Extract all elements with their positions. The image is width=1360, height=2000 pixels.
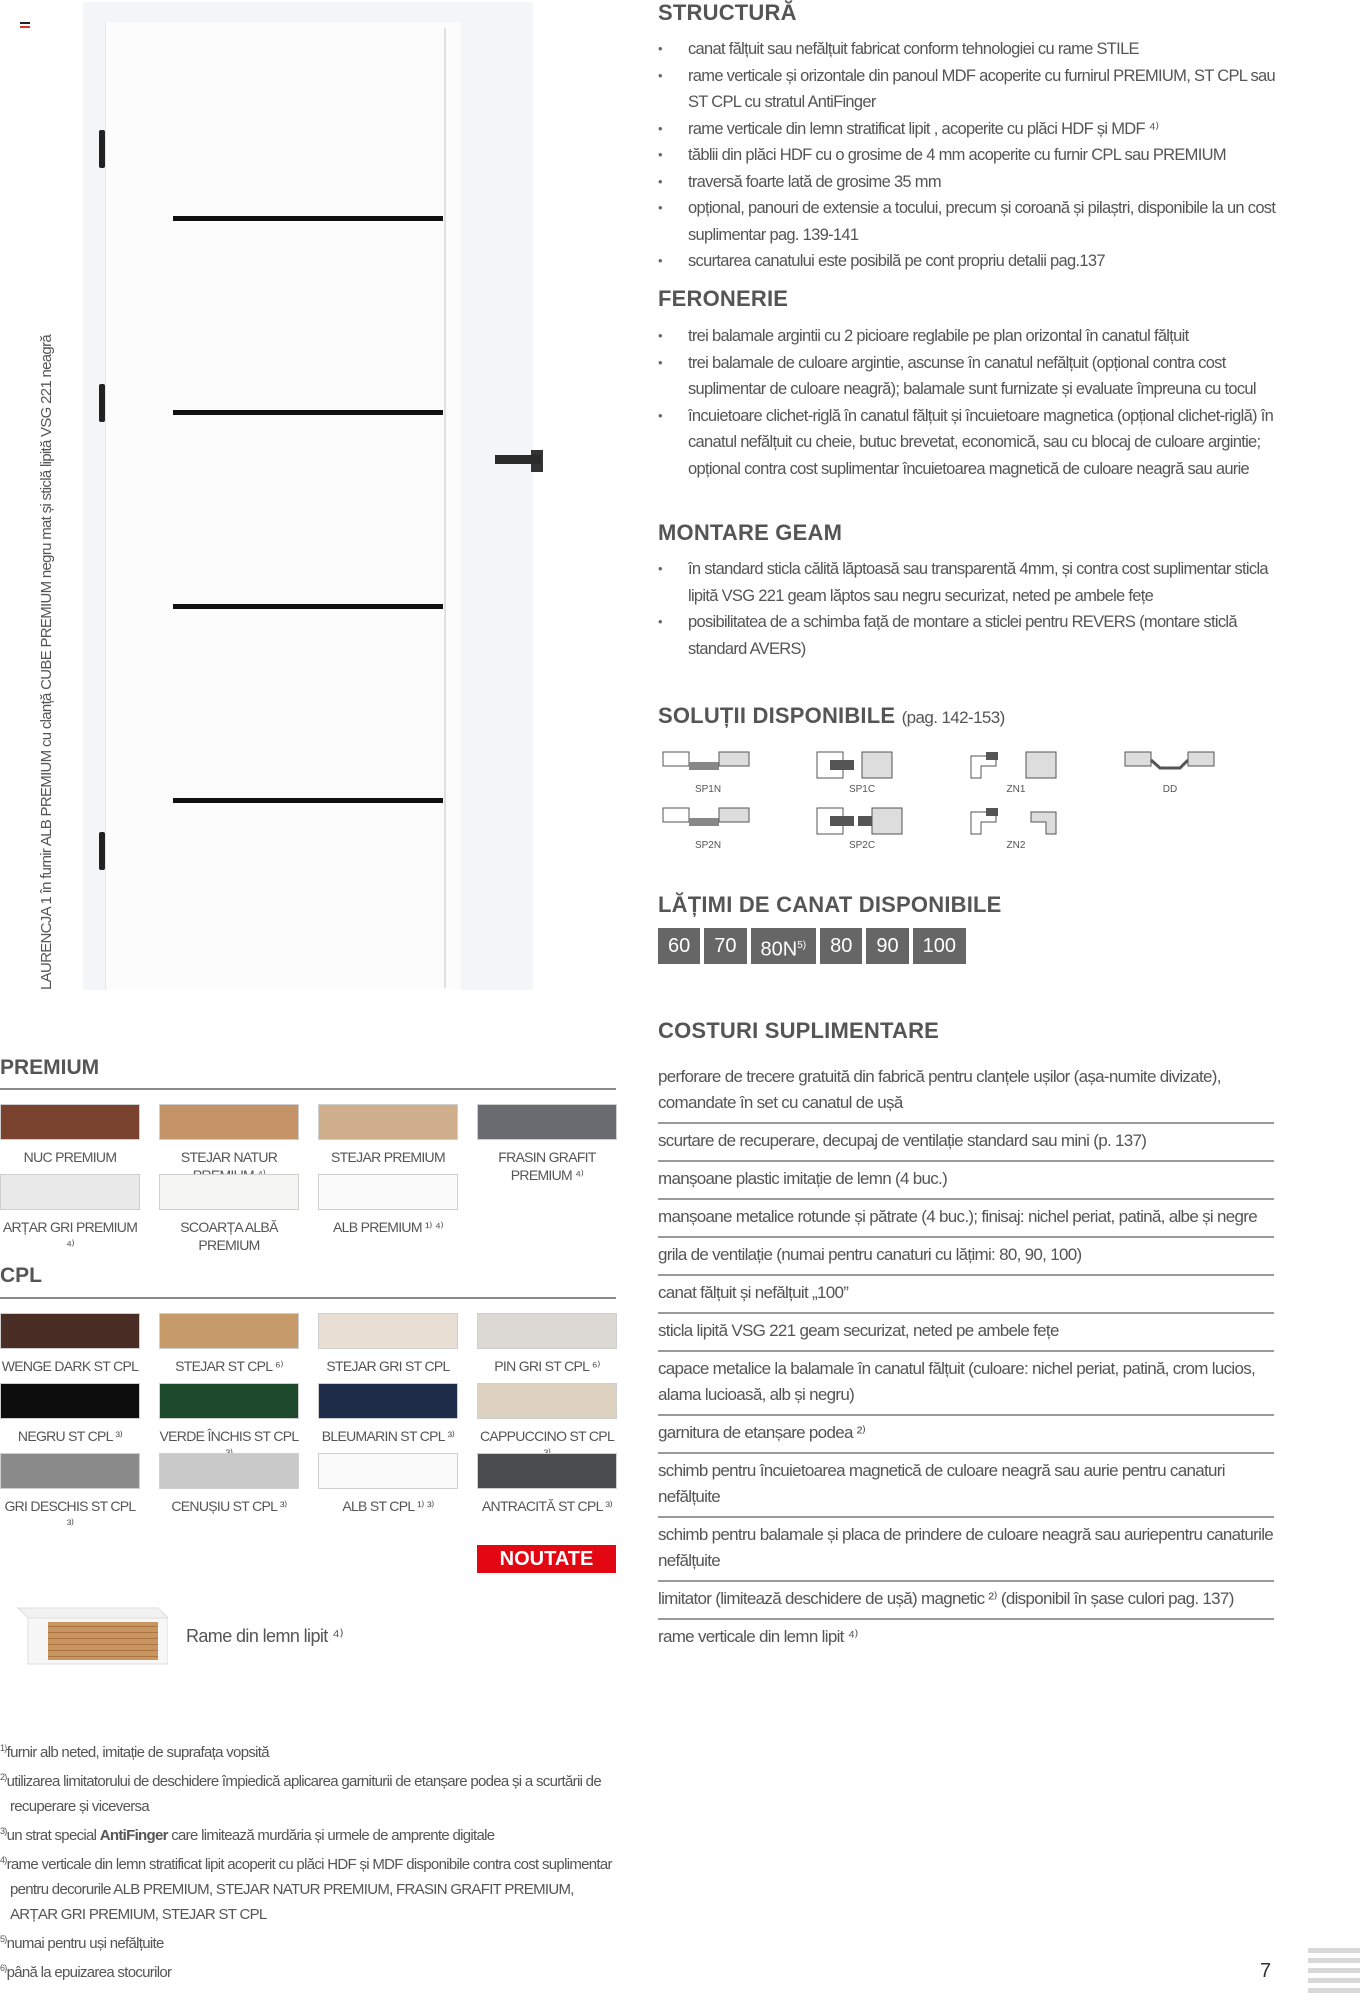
latimi-title: LĂȚIMI DE CANAT DISPONIBILE	[658, 892, 1002, 917]
swatch-label: CAPPUCCINO ST CPL	[479, 1428, 615, 1444]
footnote-mark: 1)	[0, 1743, 7, 1753]
footnote: $^{5)}$numai pentru uși nefălțuite	[0, 1934, 164, 1952]
solution-zn2	[966, 804, 1066, 854]
montare-geam-item: • posibilitatea de a schimba față de montare a sticlei pentru REVERS (montare sticlă standard AVERS)	[658, 609, 1278, 662]
footnote: $^{6)}$până la epuizarea stocurilor	[0, 1963, 172, 1981]
door-gap	[444, 28, 446, 988]
cpl-swatches	[0, 1313, 620, 1532]
footnote-mark: 2)	[0, 1772, 7, 1782]
solution-label: SP2N	[694, 840, 722, 851]
page-number: 7	[1260, 1960, 1272, 1982]
cost-item: grila de ventilație (numai pentru canaturi cu lățimi: 80, 90, 100)	[658, 1238, 1274, 1276]
premium-divider	[0, 1088, 616, 1090]
solution-diagram-icon	[1120, 748, 1220, 784]
color-swatch	[477, 1453, 617, 1489]
swatch-label: FRASIN GRAFIT PREMIUM ⁴⁾	[498, 1149, 596, 1183]
cost-item: scurtare de recuperare, decupaj de ventilație standard sau mini (p. 137)	[658, 1124, 1274, 1162]
solution-label: SP1C	[848, 784, 876, 795]
structura-item: • opțional, panouri de extensie a tocului, precum și coroană și pilaștri, disponibile la un cost suplimentar pag. 139-141	[658, 195, 1278, 248]
swatch-label: STEJAR NATUR	[180, 1149, 278, 1165]
solution-diagram-icon	[812, 748, 912, 784]
corner-mark-icon	[20, 22, 30, 32]
cpl-swatch-item	[477, 1453, 617, 1523]
hinge-icon	[99, 130, 105, 168]
swatch-label: PIN GRI ST CPL ⁶⁾	[494, 1358, 600, 1374]
color-swatch	[0, 1453, 140, 1489]
color-swatch	[0, 1313, 140, 1349]
solution-dd	[1120, 748, 1220, 798]
wood-frame-sample	[8, 1600, 168, 1670]
glass-strip	[173, 216, 443, 221]
cost-item: rame verticale din lemn lipit ⁴⁾	[658, 1627, 858, 1646]
latimi-values	[658, 928, 966, 964]
cpl-swatch-item	[477, 1313, 617, 1383]
door-handle	[495, 455, 541, 464]
cost-item: schimb pentru încuietoarea magnetică de culoare neagră sau aurie pentru canaturi nefălțuite	[658, 1454, 1274, 1518]
cpl-swatch-item	[318, 1383, 458, 1453]
solution-diagram-icon	[658, 804, 758, 840]
footnote: $^{3)}$un strat special AntiFinger care limitează murdăria și urmele de amprente digitale	[0, 1826, 495, 1844]
solution-label: SP1N	[694, 784, 722, 795]
structura-item: • scurtarea canatului este posibilă pe cont propriu detalii pag.137	[658, 248, 1278, 275]
feronerie-item: • încuietoare clichet-riglă în canatul fălțuit și încuietoare magnetica (opțional clichet-riglă) în canatul nefălțuit cu cheie, butuc brevetat, economică, sau cu blocaj de culoare argintie; opțional contra cost suplimentar încuietoarea magnetică de culoare neagră sau aurie	[658, 403, 1278, 483]
premium-swatch-item	[318, 1104, 458, 1174]
color-swatch	[318, 1104, 458, 1140]
door-image	[83, 2, 533, 990]
width-note: 5)	[797, 940, 807, 951]
cost-item: capace metalice la balamale în canatul fălțuit (culoare: nichel periat, patină, crom lucios, alama lucioasă, alb și negru)	[658, 1352, 1274, 1416]
glass-strip	[173, 798, 443, 803]
width-option: 80	[820, 928, 862, 964]
solution-label: ZN2	[1006, 840, 1026, 851]
structura-item: • tăblii din plăci HDF cu o grosime de 4 mm acoperite cu furnir CPL sau PREMIUM	[658, 142, 1278, 169]
color-swatch	[159, 1313, 299, 1349]
cpl-divider	[0, 1297, 616, 1299]
glass-strip	[173, 604, 443, 609]
solutii-title	[658, 703, 1005, 729]
cost-item: canat fălțuit și nefălțuit „100”	[658, 1276, 1274, 1314]
footnote: $^{1)}$furnir alb neted, imitație de suprafața vopsită	[0, 1743, 269, 1761]
solution-diagram-icon	[966, 748, 1066, 784]
glass-strip	[173, 410, 443, 415]
color-swatch	[159, 1383, 299, 1419]
structura-item: • traversă foarte lată de grosime 35 mm	[658, 169, 1278, 196]
swatch-label: ALB ST CPL ¹⁾ ³⁾	[342, 1498, 434, 1514]
color-swatch	[477, 1383, 617, 1419]
feronerie-item: • trei balamale argintii cu 2 picioare reglabile pe plan orizontal în canatul fălțuit	[658, 323, 1278, 350]
feronerie-item: • trei balamale de culoare argintie, ascunse în canatul nefălțuit (opțional contra cost suplimentar de culoare neagră); balamale sunt furnizate și evaluate împreuna cu tocul	[658, 350, 1278, 403]
cpl-swatch-item	[159, 1453, 299, 1523]
feronerie-title: FERONERIE	[658, 286, 789, 311]
premium-swatch-item	[159, 1104, 299, 1174]
premium-swatches	[0, 1104, 620, 1253]
swatch-label: STEJAR ST CPL ⁶⁾	[175, 1358, 283, 1374]
swatch-label: ANTRACITĂ ST CPL ³⁾	[481, 1498, 613, 1514]
footnote: $^{2)}$utilizarea limitatorului de deschidere împiedică aplicarea garniturii de etanșare podea și a scurtării de recuperare și viceversa	[0, 1772, 601, 1815]
swatch-label: ARȚAR GRI PREMIUM ⁴⁾	[2, 1219, 138, 1253]
swatch-label: ALB PREMIUM ¹⁾ ⁴⁾	[333, 1219, 443, 1235]
color-swatch	[318, 1313, 458, 1349]
swatch-label: GRI DESCHIS ST CPL ³⁾	[4, 1498, 136, 1532]
footnote-mark: 6)	[0, 1963, 7, 1973]
cpl-swatch-item	[0, 1383, 140, 1453]
width-option: 70	[704, 928, 746, 964]
swatch-label: VERDE ÎNCHIS ST CPL	[159, 1428, 299, 1444]
cost-item: sticla lipită VSG 221 geam securizat, neted pe ambele fețe	[658, 1314, 1274, 1352]
swatch-label: SCOARȚA ALBĂ PREMIUM	[180, 1219, 278, 1253]
solutii-title-text: SOLUȚII DISPONIBILE	[658, 703, 896, 728]
footnote: $^{4)}$rame verticale din lemn stratificat lipit acoperit cu plăci HDF și MDF disponibile contra cost suplimentar pentru decorurile ALB PREMIUM, STEJAR NATUR PREMIUM, FRASIN GRAFIT PREMIUM, ARȚAR GRI PREMIUM, STEJAR ST CPL	[0, 1855, 612, 1923]
cpl-swatch-item	[0, 1453, 140, 1532]
solution-sp2c	[812, 804, 912, 854]
structura-item: • rame verticale și orizontale din panoul MDF acoperite cu furnirul PREMIUM, ST CPL sau ST CPL cu stratul AntiFinger	[658, 63, 1278, 116]
montare-geam-item: • în standard sticla călită lăptoasă sau transparentă 4mm, și contra cost suplimentar sticla lipită VSG 221 geam lăptos sau negru securizat, neted pe ambele fețe	[658, 556, 1278, 609]
montare-geam-title: MONTARE GEAM	[658, 520, 843, 545]
color-swatch	[0, 1174, 140, 1210]
structura-item: • canat fălțuit sau nefălțuit fabricat conform tehnologiei cu rame STILE	[658, 36, 1278, 63]
hinge-icon	[99, 384, 105, 422]
costuri-list	[658, 1060, 1274, 1656]
solution-label: DD	[1162, 784, 1178, 795]
width-option: 100	[913, 928, 966, 964]
solution-diagram-icon	[812, 804, 912, 840]
cpl-swatch-item	[318, 1313, 458, 1383]
color-swatch	[0, 1104, 140, 1140]
swatch-label: CENUȘIU ST CPL ³⁾	[171, 1498, 287, 1514]
solution-label: SP2C	[848, 840, 876, 851]
cost-item: manșoane metalice rotunde și pătrate (4 buc.); finisaj: nichel periat, patină, albe și negre	[658, 1200, 1274, 1238]
hinge-icon	[99, 832, 105, 870]
width-option: $80N^{5)}$	[751, 928, 817, 964]
solution-sp1n	[658, 748, 758, 798]
swatch-label: STEJAR PREMIUM	[331, 1149, 445, 1165]
product-caption: LAURENCJA 1 în furnir ALB PREMIUM cu clanță CUBE PREMIUM negru mat și sticlă lipită VSG 221 neagră	[38, 334, 55, 990]
width-option: 90	[866, 928, 908, 964]
feronerie-list	[658, 323, 1278, 482]
stripes-decoration	[1308, 1948, 1360, 2000]
cpl-swatch-item	[477, 1383, 617, 1453]
premium-title: PREMIUM	[0, 1056, 100, 1079]
premium-swatch-item	[0, 1174, 140, 1253]
color-swatch	[159, 1174, 299, 1210]
costuri-title: COSTURI SUPLIMENTARE	[658, 1018, 940, 1043]
swatch-label: NEGRU ST CPL ³⁾	[17, 1428, 123, 1444]
cost-item: limitator (limitează deschidere de ușă) magnetic ²⁾ (disponibil în șase culori pag. 137)	[658, 1582, 1274, 1620]
cost-item: manșoane plastic imitație de lemn (4 buc.)	[658, 1162, 1274, 1200]
cost-item: perforare de trecere gratuită din fabrică pentru clanțele ușilor (așa-numite divizate), comandate în set cu canatul de ușă	[658, 1060, 1274, 1124]
structura-item: • rame verticale din lemn stratificat lipit , acoperite cu plăci HDF și MDF ⁴⁾	[658, 116, 1278, 143]
cost-item: schimb pentru balamale și placa de prindere de culoare neagră sau auriepentru canaturile nefălțuite	[658, 1518, 1274, 1582]
door-leaf	[105, 22, 461, 990]
solution-sp1c	[812, 748, 912, 798]
solution-sp2n	[658, 804, 758, 854]
color-swatch	[318, 1453, 458, 1489]
premium-swatch-item	[318, 1174, 458, 1244]
structura-list	[658, 36, 1278, 275]
color-swatch	[477, 1104, 617, 1140]
noutate-badge: NOUTATE	[477, 1545, 616, 1573]
footnote-bold: AntiFinger	[99, 1827, 168, 1844]
premium-swatch-item	[159, 1174, 299, 1253]
cpl-title: CPL	[0, 1264, 42, 1287]
color-swatch	[477, 1313, 617, 1349]
swatch-label: STEJAR GRI ST CPL	[326, 1358, 450, 1374]
montare-geam-list	[658, 556, 1278, 662]
cpl-swatch-item	[159, 1383, 299, 1453]
width-option: 60	[658, 928, 700, 964]
premium-swatch-item	[477, 1104, 617, 1183]
footnote-mark: 4)	[0, 1855, 7, 1865]
cost-item: garnitura de etanșare podea ²⁾	[658, 1416, 1274, 1454]
solution-label: ZN1	[1006, 784, 1026, 795]
swatch-label: BLEUMARIN ST CPL ³⁾	[321, 1428, 455, 1444]
footnote-mark: 5)	[0, 1934, 7, 1944]
swatch-label: WENGE DARK ST CPL	[1, 1358, 139, 1374]
footnotes	[0, 1736, 620, 1985]
footnote-mark: 3)	[0, 1826, 7, 1836]
color-swatch	[318, 1383, 458, 1419]
solution-zn1	[966, 748, 1066, 798]
color-swatch	[159, 1104, 299, 1140]
color-swatch	[318, 1174, 458, 1210]
color-swatch	[159, 1453, 299, 1489]
rame-label: Rame din lemn lipit ⁴⁾	[186, 1626, 344, 1646]
premium-swatch-item	[0, 1104, 140, 1174]
cpl-swatch-item	[159, 1313, 299, 1383]
solution-diagram-icon	[966, 804, 1066, 840]
structura-title: STRUCTURĂ	[658, 0, 797, 25]
cpl-swatch-item	[318, 1453, 458, 1523]
swatch-label: NUC PREMIUM	[23, 1149, 117, 1165]
color-swatch	[0, 1383, 140, 1419]
solution-diagram-icon	[658, 748, 758, 784]
cpl-swatch-item	[0, 1313, 140, 1383]
solutii-subtitle: (pag. 142-153)	[901, 708, 1005, 727]
